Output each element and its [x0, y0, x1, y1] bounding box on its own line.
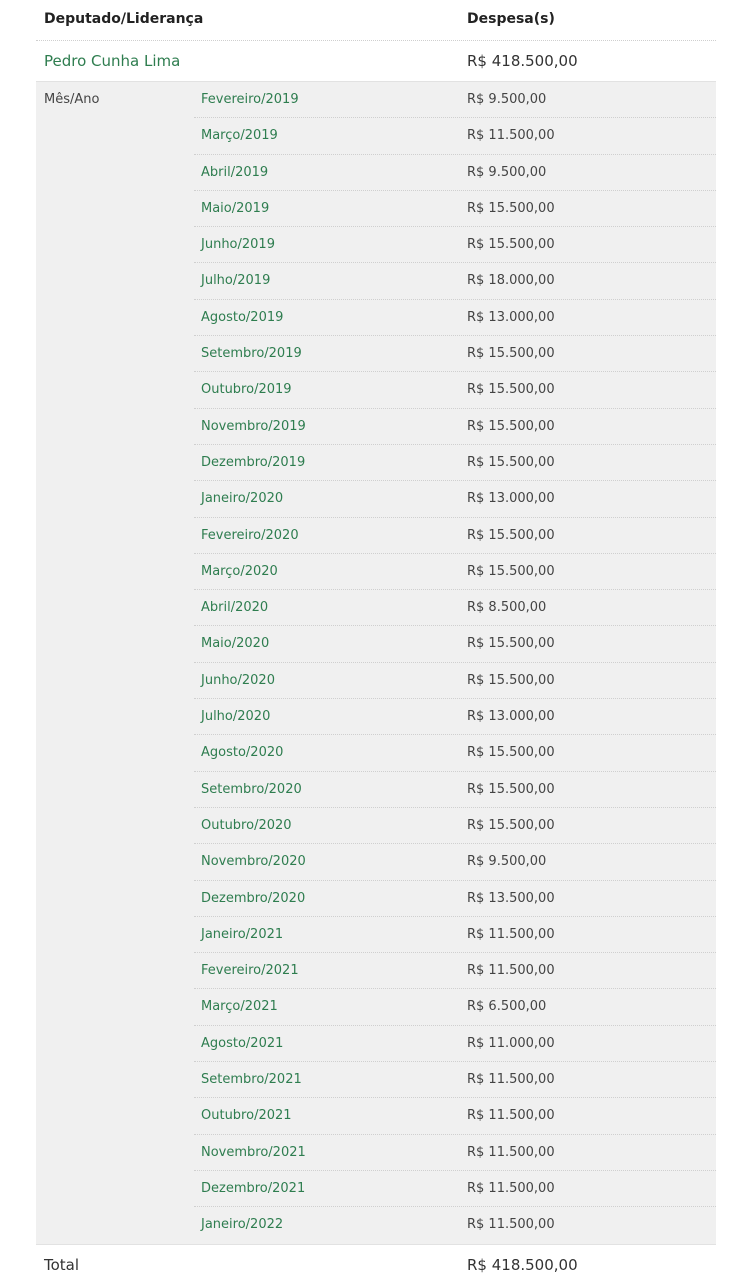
month-list — [194, 82, 716, 1244]
month-value: R$ 15.500,00 — [467, 636, 555, 652]
month-link[interactable]: Dezembro/2019 — [201, 454, 306, 470]
month-value: R$ 11.500,00 — [467, 926, 555, 942]
month-link[interactable]: Fevereiro/2020 — [201, 527, 299, 543]
expenses-table — [36, 0, 716, 1283]
month-link[interactable]: Novembro/2019 — [201, 418, 306, 434]
month-link[interactable]: Outubro/2020 — [201, 817, 292, 833]
table-row — [194, 518, 716, 554]
month-link[interactable]: Dezembro/2021 — [201, 1180, 306, 1196]
monthly-detail — [36, 82, 716, 1244]
month-link[interactable]: Novembro/2020 — [201, 854, 306, 870]
table-row — [194, 191, 716, 227]
month-link[interactable]: Julho/2020 — [201, 709, 271, 725]
month-link[interactable]: Abril/2020 — [201, 600, 269, 616]
month-link[interactable]: Março/2021 — [201, 999, 278, 1015]
table-row — [194, 300, 716, 336]
month-link[interactable]: Junho/2020 — [201, 672, 275, 688]
deputado-name-link[interactable]: Pedro Cunha Lima — [44, 52, 181, 70]
table-row — [194, 409, 716, 445]
month-link[interactable]: Janeiro/2021 — [201, 926, 284, 942]
month-value: R$ 8.500,00 — [467, 600, 547, 616]
month-value: R$ 15.500,00 — [467, 745, 555, 761]
table-row — [194, 227, 716, 263]
table-row — [194, 554, 716, 590]
month-link[interactable]: Junho/2019 — [201, 237, 275, 253]
table-row — [194, 372, 716, 408]
month-link[interactable]: Fevereiro/2021 — [201, 963, 299, 979]
month-value: R$ 6.500,00 — [467, 999, 547, 1015]
month-value: R$ 11.000,00 — [467, 1035, 555, 1051]
month-link[interactable]: Abril/2019 — [201, 164, 269, 180]
month-link[interactable]: Maio/2020 — [201, 636, 270, 652]
month-value: R$ 15.500,00 — [467, 817, 555, 833]
month-value: R$ 15.500,00 — [467, 454, 555, 470]
month-value: R$ 11.500,00 — [467, 1144, 555, 1160]
month-link[interactable]: Novembro/2021 — [201, 1144, 306, 1160]
total-row — [36, 1244, 716, 1283]
month-link[interactable]: Janeiro/2022 — [201, 1217, 284, 1233]
month-value: R$ 11.500,00 — [467, 128, 555, 144]
table-row — [194, 917, 716, 953]
month-value: R$ 9.500,00 — [467, 92, 547, 107]
table-row — [194, 82, 716, 118]
month-link[interactable]: Setembro/2021 — [201, 1072, 302, 1088]
month-link[interactable]: Setembro/2019 — [201, 346, 302, 362]
month-value: R$ 15.500,00 — [467, 237, 555, 253]
mes-ano-label: Mês/Ano — [44, 92, 100, 107]
month-link[interactable]: Agosto/2019 — [201, 309, 284, 325]
month-link[interactable]: Maio/2019 — [201, 200, 270, 216]
table-row — [194, 663, 716, 699]
month-value: R$ 15.500,00 — [467, 382, 555, 398]
month-link[interactable]: Dezembro/2020 — [201, 890, 306, 906]
month-value: R$ 9.500,00 — [467, 164, 547, 180]
table-row — [194, 699, 716, 735]
table-row — [194, 626, 716, 662]
deputado-row — [36, 41, 716, 82]
table-row — [194, 881, 716, 917]
deputado-total: R$ 418.500,00 — [467, 52, 578, 70]
table-row — [194, 1062, 716, 1098]
table-row — [194, 844, 716, 880]
month-link[interactable]: Julho/2019 — [201, 273, 271, 289]
month-value: R$ 15.500,00 — [467, 527, 555, 543]
month-value: R$ 11.500,00 — [467, 1072, 555, 1088]
month-value: R$ 18.000,00 — [467, 273, 555, 289]
month-link[interactable]: Janeiro/2020 — [201, 491, 284, 507]
table-row — [194, 953, 716, 989]
month-value: R$ 15.500,00 — [467, 672, 555, 688]
total-value: R$ 418.500,00 — [467, 1255, 578, 1274]
table-row — [194, 481, 716, 517]
total-label: Total — [44, 1255, 80, 1274]
month-value: R$ 11.500,00 — [467, 1180, 555, 1196]
month-link[interactable]: Março/2019 — [201, 128, 278, 144]
month-link[interactable]: Março/2020 — [201, 563, 278, 579]
table-row — [194, 735, 716, 771]
month-link[interactable]: Outubro/2021 — [201, 1108, 292, 1124]
month-value: R$ 11.500,00 — [467, 963, 555, 979]
month-link[interactable]: Outubro/2019 — [201, 382, 292, 398]
table-row — [194, 336, 716, 372]
table-row — [194, 1207, 716, 1243]
month-value: R$ 15.500,00 — [467, 200, 555, 216]
month-value: R$ 13.000,00 — [467, 491, 555, 507]
header-despesas: Despesa(s) — [467, 11, 555, 27]
month-value: R$ 13.000,00 — [467, 709, 555, 725]
month-value: R$ 13.000,00 — [467, 309, 555, 325]
month-link[interactable]: Agosto/2020 — [201, 745, 284, 761]
month-value: R$ 15.500,00 — [467, 418, 555, 434]
table-row — [194, 1098, 716, 1134]
table-header — [36, 0, 716, 41]
table-row — [194, 808, 716, 844]
header-deputado-lideranca: Deputado/Liderança — [44, 11, 204, 27]
table-row — [194, 1171, 716, 1207]
table-row — [194, 118, 716, 154]
table-row — [194, 1026, 716, 1062]
month-value: R$ 15.500,00 — [467, 781, 555, 797]
month-value: R$ 11.500,00 — [467, 1108, 555, 1124]
month-value: R$ 15.500,00 — [467, 346, 555, 362]
table-row — [194, 590, 716, 626]
month-value: R$ 9.500,00 — [467, 854, 547, 870]
month-value: R$ 11.500,00 — [467, 1217, 555, 1233]
table-row — [194, 1135, 716, 1171]
month-value: R$ 13.500,00 — [467, 890, 555, 906]
month-link[interactable]: Setembro/2020 — [201, 781, 302, 797]
table-row — [194, 772, 716, 808]
table-row — [194, 989, 716, 1025]
month-link[interactable]: Fevereiro/2019 — [201, 92, 299, 107]
table-row — [194, 445, 716, 481]
month-link[interactable]: Agosto/2021 — [201, 1035, 284, 1051]
table-row — [194, 263, 716, 299]
table-row — [194, 155, 716, 191]
month-value: R$ 15.500,00 — [467, 563, 555, 579]
